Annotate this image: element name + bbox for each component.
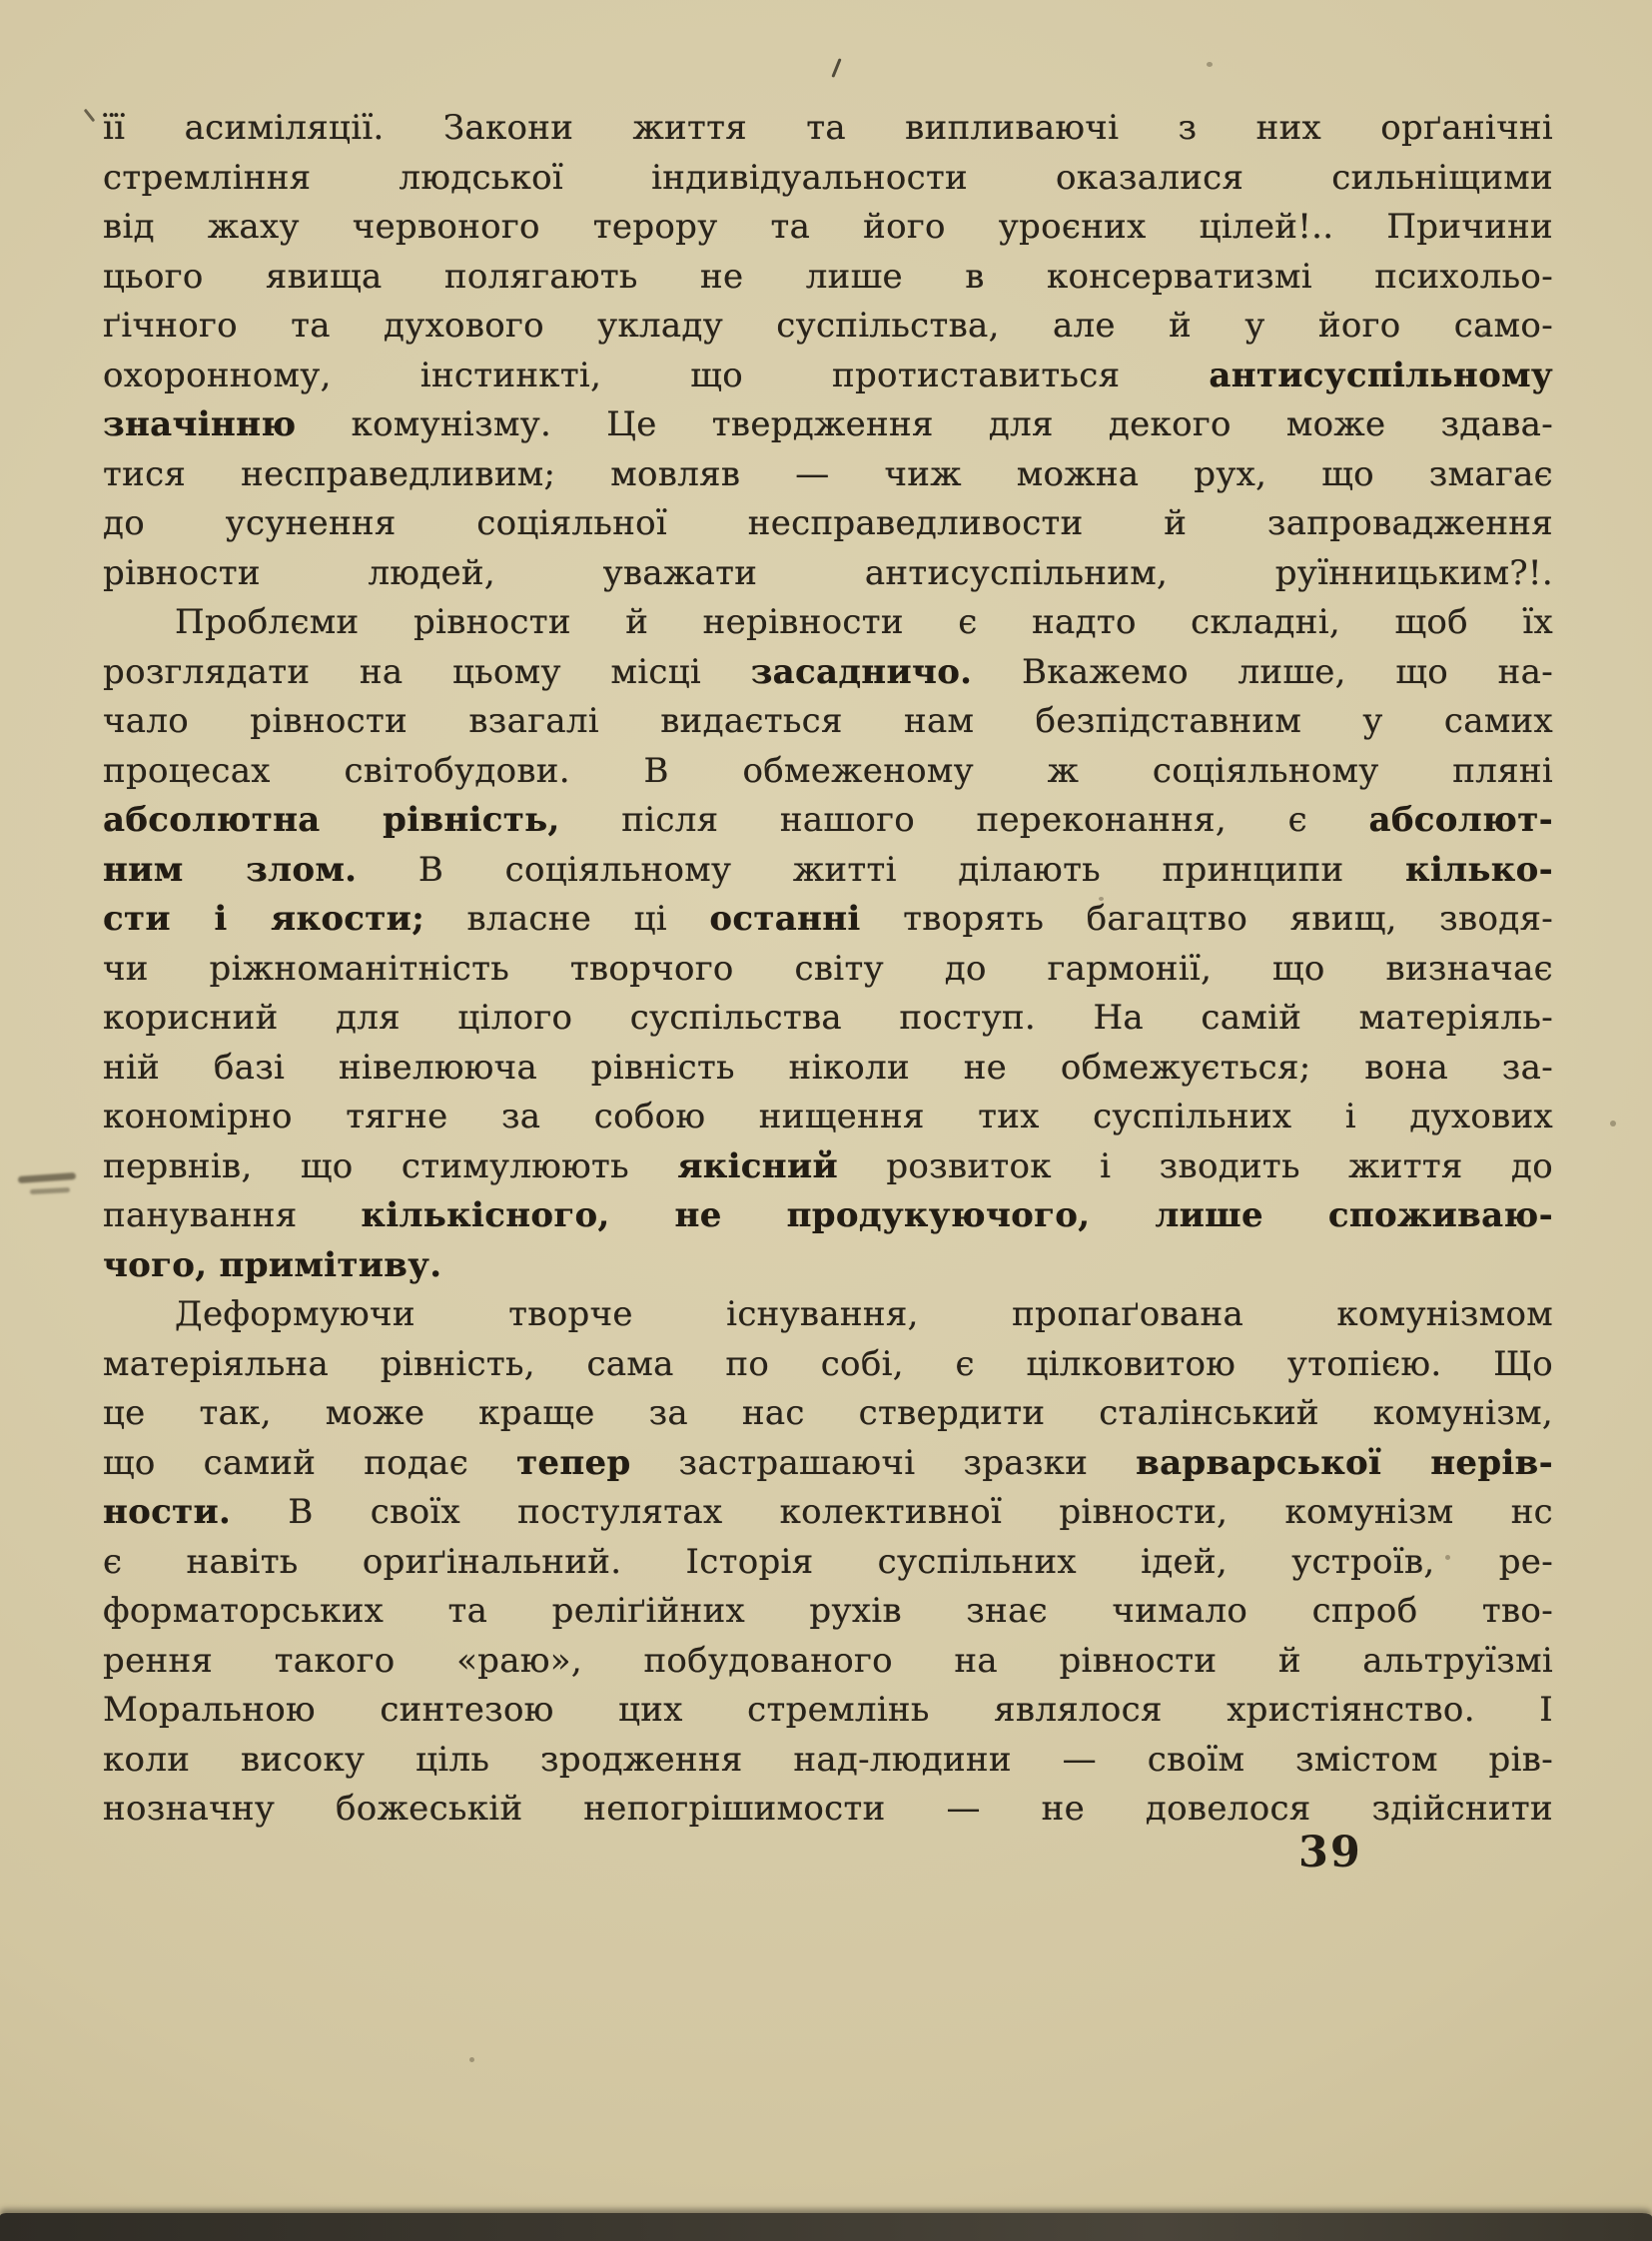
text-line-5: [103, 302, 1553, 352]
ink-speck: [1610, 1120, 1616, 1126]
scan-artifact-tick-mark: [84, 109, 96, 123]
text-line-32: [103, 1637, 1553, 1687]
body-text: процесах світобудови. В обмеженому ж соціяльному пляні: [103, 750, 1553, 791]
body-text: кономірно тягне за собою нищення тих суспільних і духових: [103, 1097, 1553, 1136]
page-number: 39: [1298, 1828, 1362, 1877]
text-line-34: [103, 1736, 1553, 1786]
text-line-13: [103, 697, 1553, 747]
emphasized-text: ности.: [103, 1492, 232, 1532]
text-line-12: [103, 648, 1553, 698]
ink-speck: [1099, 897, 1104, 901]
text-line-33: [103, 1686, 1553, 1736]
text-line-1: [103, 104, 1553, 154]
emphasized-text: абсолют-: [1368, 800, 1553, 840]
body-text: коли високу ціль зродження над-людини — своїм змістом рів-: [103, 1739, 1553, 1780]
emphasized-text: останні: [709, 899, 861, 939]
body-text: творять багацтво явищ, зводя-: [860, 899, 1553, 939]
text-line-19: [103, 994, 1553, 1044]
text-line-21: [103, 1093, 1553, 1142]
text-line-14: [103, 747, 1553, 797]
body-text: комунізму. Це твердження для декого може здава-: [296, 404, 1553, 444]
text-line-26: [103, 1340, 1553, 1390]
body-text: що самий подає: [103, 1442, 517, 1483]
text-line-25: [103, 1290, 1553, 1340]
emphasized-text: абсолютна рівність,: [103, 800, 560, 840]
body-text: нозначну божеській непогрішимости — не довелося здійснити: [103, 1789, 1553, 1829]
text-line-22: [103, 1142, 1553, 1192]
emphasized-text: засадничо.: [750, 651, 973, 692]
text-line-18: [103, 945, 1553, 995]
body-text: В соціяльному житті ділають принципи: [357, 849, 1406, 890]
emphasized-text: антисуспільному: [1209, 355, 1553, 395]
text-line-7: [103, 400, 1553, 450]
body-text: матеріяльна рівність, сама по собі, є цілковитою утопією. Що: [103, 1343, 1553, 1384]
body-text: є навіть ориґінальний. Історія суспільних ідей, устроїв, ре-: [103, 1541, 1553, 1582]
body-text: чи ріжноманітність творчого світу до гармонії, що визначає: [103, 948, 1553, 989]
body-text: В своїх постулятах колективної рівности, комунізм нс: [231, 1492, 1553, 1532]
body-text: форматорських та реліґійних рухів знає чимало спроб тво-: [103, 1591, 1553, 1631]
text-line-4: [103, 253, 1553, 303]
emphasized-text: сти і якости;: [103, 899, 425, 939]
scan-bottom-edge-shadow: [0, 2213, 1652, 2241]
body-text: Вкажемо лише, що на-: [972, 651, 1553, 692]
body-text: чало рівности взагалі видається нам безпідставним у самих: [103, 701, 1553, 741]
scan-artifact-slash-mark: [831, 58, 841, 78]
body-text: власне ці: [424, 899, 710, 939]
body-text: до усунення соціяльної несправедливости й запровадження: [103, 503, 1553, 543]
body-text: застрашаючі зразки: [630, 1442, 1137, 1483]
emphasized-text: кілько-: [1405, 849, 1553, 890]
body-text: після нашого переконання, є: [559, 800, 1369, 840]
body-text: розвиток і зводить життя до: [838, 1145, 1554, 1186]
scan-artifact-margin-smudge: [30, 1187, 70, 1194]
emphasized-text: значінню: [103, 404, 297, 444]
emphasized-text: варварської нерів-: [1136, 1442, 1553, 1483]
body-text: первнів, що стимулюють: [103, 1145, 678, 1186]
text-line-17: [103, 895, 1553, 945]
text-line-31: [103, 1587, 1553, 1637]
body-text: Проблєми рівности й нерівности є надто складні, щоб їх: [175, 602, 1553, 642]
body-text: від жаху червоного терору та його уроєних цілей!.. Причини: [103, 207, 1553, 247]
body-text: рення такого «раю», побудованого на рівности й альтруїзмі: [103, 1640, 1553, 1681]
ink-speck: [1445, 1555, 1450, 1560]
body-text: корисний для цілого суспільства поступ. На самій матеріяль-: [103, 998, 1553, 1038]
text-line-20: [103, 1044, 1553, 1094]
body-text: тися несправедливим; мовляв — чиж можна рух, що змагає: [103, 453, 1553, 494]
ink-speck: [1207, 62, 1213, 67]
text-line-2: [103, 154, 1553, 204]
body-text: розглядати на цьому місці: [103, 651, 751, 692]
page-text-block: [103, 104, 1553, 1835]
body-text: стремління людської індивідуальности оказалися сильніщими: [103, 157, 1553, 198]
body-text: Деформуючи творче існування, пропаґована комунізмом: [175, 1294, 1553, 1334]
emphasized-text: тепер: [516, 1442, 631, 1483]
emphasized-text: ним злом.: [103, 849, 358, 890]
text-line-3: [103, 203, 1553, 253]
ink-speck: [469, 2057, 474, 2062]
text-line-29: [103, 1488, 1553, 1538]
body-text: ній базі нівелююча рівність ніколи не обмежується; вона за-: [103, 1047, 1553, 1088]
body-text: її асиміляції. Закони життя та випливаючі з них орґанічні: [103, 108, 1553, 148]
body-text: охоронному, інстинкті, що протиставиться: [103, 355, 1210, 395]
body-text: це так, може краще за нас ствердити сталінський комунізм,: [103, 1393, 1553, 1433]
scan-artifact-margin-smudge: [18, 1172, 76, 1183]
text-line-15: [103, 796, 1553, 846]
emphasized-text: якісний: [677, 1145, 839, 1186]
text-line-30: [103, 1538, 1553, 1588]
text-line-8: [103, 450, 1553, 500]
body-text: ґічного та духового укладу суспільства, але й у його само-: [103, 306, 1553, 346]
text-line-16: [103, 846, 1553, 896]
body-text: цього явища полягають не лише в консерватизмі психольо-: [103, 256, 1553, 297]
text-line-24: [103, 1241, 1553, 1291]
text-line-23: [103, 1191, 1553, 1241]
emphasized-text: чого, примітиву.: [103, 1244, 442, 1285]
text-line-10: [103, 549, 1553, 599]
text-line-27: [103, 1389, 1553, 1439]
text-line-11: [103, 598, 1553, 648]
body-text: Моральною синтезою цих стремлінь являлося христіянство. І: [103, 1690, 1553, 1730]
body-text: рівности людей, уважати антисуспільним, руїнницьким?!.: [103, 552, 1553, 593]
body-text: панування: [103, 1195, 362, 1235]
text-line-6: [103, 352, 1553, 401]
emphasized-text: кількісного, не продукуючого, лише споживаю-: [361, 1195, 1553, 1235]
text-line-9: [103, 499, 1553, 549]
ink-speck: [1482, 332, 1487, 337]
text-line-28: [103, 1439, 1553, 1489]
